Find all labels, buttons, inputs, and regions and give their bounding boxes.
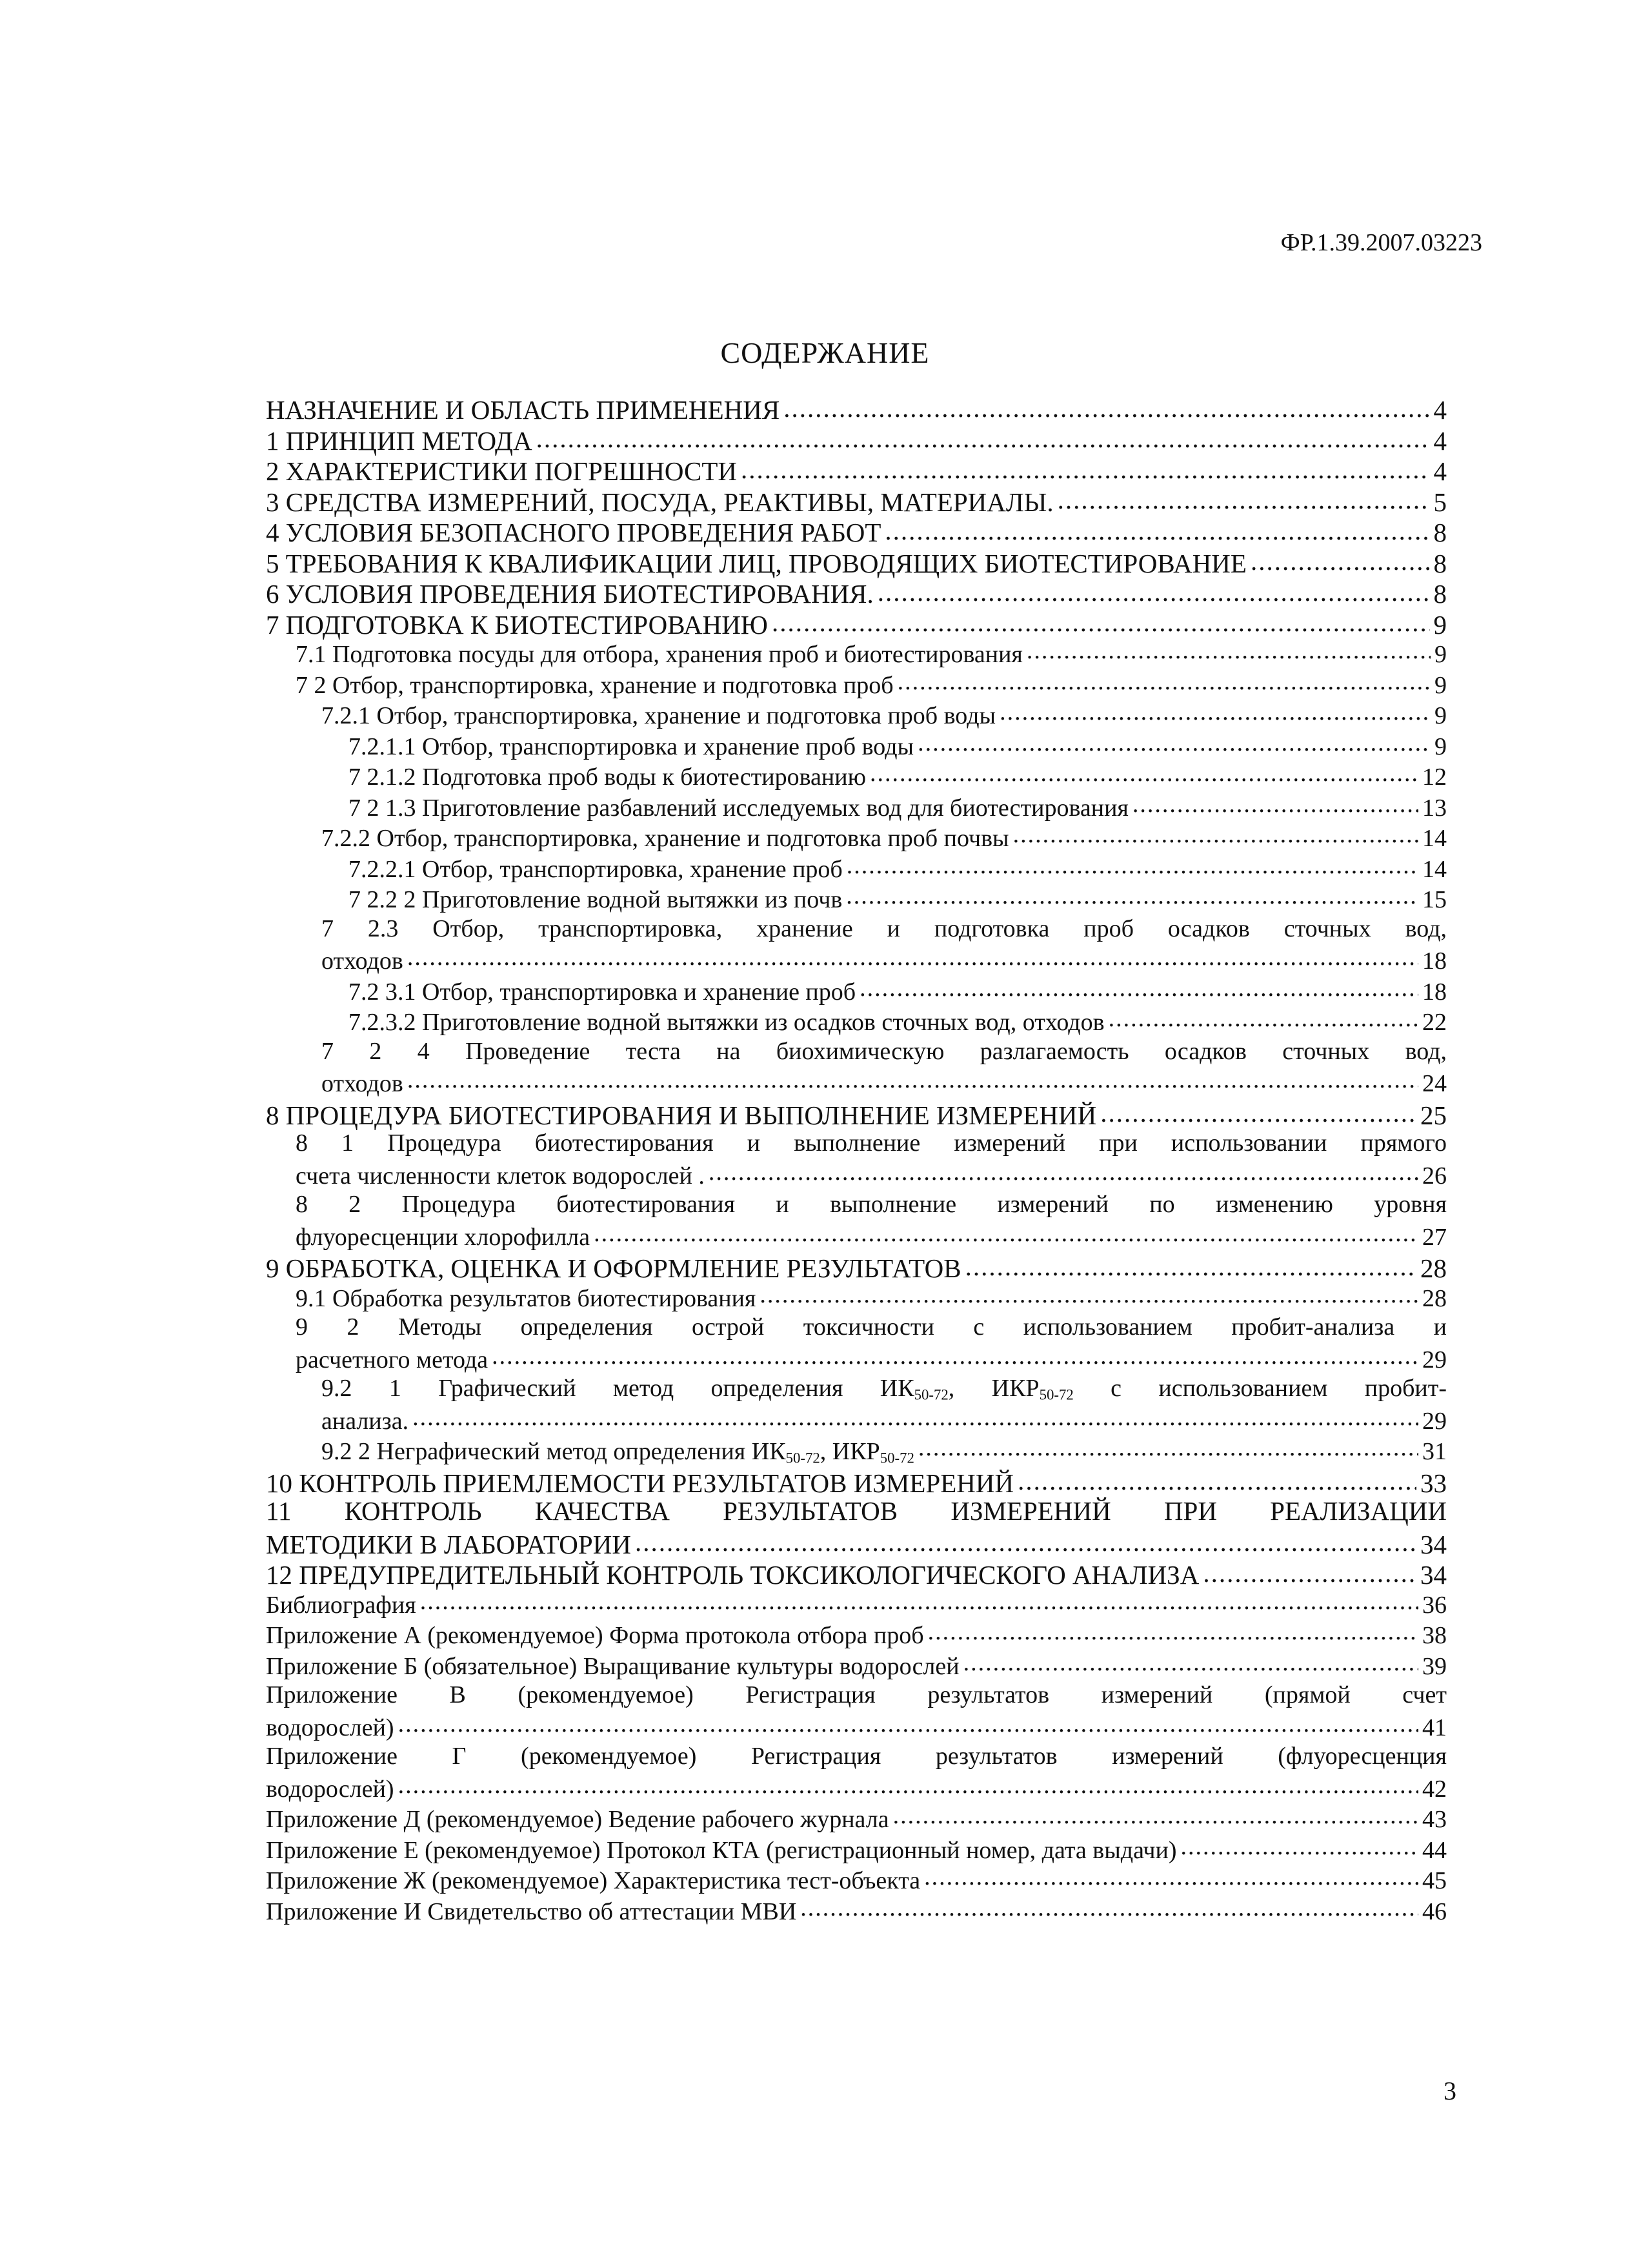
toc-entry-title-continued: водорослей) xyxy=(266,1714,394,1741)
toc-entry[interactable] xyxy=(266,791,1447,822)
toc-entry-page: 5 xyxy=(1433,487,1447,517)
toc-entry[interactable] xyxy=(266,1037,1447,1098)
toc-entry-title: Приложение Д (рекомендуемое) Ведение рабочего журнала xyxy=(266,1806,889,1833)
toc-entry-title: 7.2 3.1 Отбор, транспортировка и хранение проб xyxy=(348,978,856,1006)
document-code: ФР.1.39.2007.03223 xyxy=(1280,229,1482,256)
toc-entry[interactable] xyxy=(266,730,1447,761)
page-title: СОДЕРЖАНИЕ xyxy=(720,336,930,369)
toc-entry-title-continued: отходов xyxy=(321,947,403,975)
toc-entry-page: 27 xyxy=(1422,1223,1447,1251)
toc-entry-title: 7 2 4 Проведение теста на биохимическую разлагаемость осадков сточных вод, xyxy=(321,1037,1447,1065)
dot-leader xyxy=(407,1067,1418,1091)
toc-entry[interactable] xyxy=(266,423,1447,454)
toc-entry[interactable] xyxy=(266,638,1447,669)
dot-leader xyxy=(398,1711,1418,1736)
dot-leader xyxy=(492,1343,1418,1368)
toc-entry-title: 7 2 Отбор, транспортировка, хранение и подготовка проб xyxy=(296,671,894,699)
toc-entry[interactable] xyxy=(266,1496,1447,1557)
toc-entry[interactable] xyxy=(266,1680,1447,1741)
toc-entry[interactable] xyxy=(266,1834,1447,1865)
toc-entry-page: 14 xyxy=(1422,825,1447,852)
toc-entry-page: 15 xyxy=(1422,886,1447,913)
toc-entry-title: 7 2.2 2 Приготовление водной вытяжки из почв xyxy=(348,886,843,913)
toc-entry[interactable] xyxy=(266,853,1447,884)
dot-leader xyxy=(635,1527,1416,1554)
toc-entry-title: 7.2.3.2 Приготовление водной вытяжки из осадков сточных вод, отходов xyxy=(348,1009,1105,1036)
toc-entry-title: Приложение В (рекомендуемое) Регистрация результатов измерений (прямой счет xyxy=(266,1681,1447,1708)
dot-leader xyxy=(536,423,1430,450)
toc-entry-page: 34 xyxy=(1420,1560,1447,1590)
toc-entry-title: НАЗНАЧЕНИЕ И ОБЛАСТЬ ПРИМЕНЕНИЯ xyxy=(266,395,780,425)
toc-entry-page: 24 xyxy=(1422,1070,1447,1097)
dot-leader xyxy=(1058,485,1430,511)
dot-leader xyxy=(709,1159,1418,1184)
toc-entry-page: 41 xyxy=(1422,1714,1447,1741)
toc-entry-title: 2 ХАРАКТЕРИСТИКИ ПОГРЕШНОСТИ xyxy=(266,456,738,486)
toc-entry[interactable] xyxy=(266,607,1447,638)
toc-entry-page: 42 xyxy=(1422,1775,1447,1803)
dot-leader xyxy=(870,760,1418,785)
toc-entry-page: 26 xyxy=(1422,1162,1447,1190)
dot-leader xyxy=(918,1435,1418,1459)
toc-entry-title: 3 СРЕДСТВА ИЗМЕРЕНИЙ, ПОСУДА, РЕАКТИВЫ, МАТЕРИАЛЫ. xyxy=(266,487,1054,517)
toc-entry-page: 14 xyxy=(1422,855,1447,883)
toc-entry-title: 7.2.2 Отбор, транспортировка, хранение и подготовка проб почвы xyxy=(321,825,1009,852)
toc-entry-title: 4 УСЛОВИЯ БЕЗОПАСНОГО ПРОВЕДЕНИЯ РАБОТ xyxy=(266,518,881,547)
toc-entry[interactable] xyxy=(266,1128,1447,1190)
dot-leader xyxy=(741,454,1429,480)
toc-entry-title: 7 2.3 Отбор, транспортировка, хранение и подготовка проб осадков сточных вод, xyxy=(321,915,1447,942)
dot-leader xyxy=(1000,699,1431,724)
toc-entry[interactable] xyxy=(266,1373,1447,1435)
toc-entry[interactable] xyxy=(266,546,1447,577)
toc-entry-title-continued: анализа. xyxy=(321,1407,409,1435)
toc-entry[interactable] xyxy=(266,1741,1447,1803)
toc-entry-title: 1 ПРИНЦИП МЕТОДА xyxy=(266,425,532,456)
toc-entry-page: 4 xyxy=(1433,425,1447,456)
dot-leader xyxy=(398,1772,1418,1797)
toc-entry-page: 44 xyxy=(1422,1836,1447,1864)
toc-entry[interactable] xyxy=(266,883,1447,914)
toc-entry-title: 7.2.2.1 Отбор, транспортировка, хранение проб xyxy=(348,855,843,883)
toc-entry-page: 31 xyxy=(1422,1438,1447,1465)
toc-entry[interactable] xyxy=(266,1098,1447,1129)
toc-entry-page: 36 xyxy=(1422,1591,1447,1619)
toc-entry[interactable] xyxy=(266,576,1447,607)
toc-entry-title: 10 КОНТРОЛЬ ПРИЕМЛЕМОСТИ РЕЗУЛЬТАТОВ ИЗМЕРЕНИЙ xyxy=(266,1468,1014,1498)
dot-leader xyxy=(420,1588,1418,1613)
toc-entry[interactable] xyxy=(266,975,1447,1006)
toc-entry[interactable] xyxy=(266,1466,1447,1497)
toc-entry-title-continued: МЕТОДИКИ В ЛАБОРАТОРИИ xyxy=(266,1529,631,1559)
toc-entry-title: 7.2.1 Отбор, транспортировка, хранение и подготовка проб воды xyxy=(321,702,996,729)
toc-entry-title: 11 КОНТРОЛЬ КАЧЕСТВА РЕЗУЛЬТАТОВ ИЗМЕРЕНИЙ ПРИ РЕАЛИЗАЦИИ xyxy=(266,1496,1447,1526)
toc-entry-page: 22 xyxy=(1422,1009,1447,1036)
toc-entry-page: 18 xyxy=(1422,978,1447,1006)
toc-entry-title: Приложение Б (обязательное) Выращивание культуры водорослей xyxy=(266,1652,960,1680)
toc-entry-page: 8 xyxy=(1433,518,1447,547)
toc-entry[interactable] xyxy=(266,1190,1447,1251)
toc-entry-title: 8 ПРОЦЕДУРА БИОТЕСТИРОВАНИЯ И ВЫПОЛНЕНИЕ ИЗМЕРЕНИЙ xyxy=(266,1100,1097,1130)
dot-leader xyxy=(1203,1557,1416,1584)
toc-entry-page: 38 xyxy=(1422,1622,1447,1649)
toc-entry-title: Библиография xyxy=(266,1591,416,1619)
dot-leader xyxy=(847,853,1418,877)
toc-entry-title: Приложение Е (рекомендуемое) Протокол КТА (регистрационный номер, дата выдачи) xyxy=(266,1836,1177,1864)
dot-leader xyxy=(1013,822,1418,846)
dot-leader xyxy=(898,669,1431,693)
toc-entry-title: 7 2.1.2 Подготовка проб воды к биотестированию xyxy=(348,764,866,791)
dot-leader xyxy=(1181,1834,1418,1858)
toc-entry-title-continued: отходов xyxy=(321,1070,403,1097)
toc-entry-title: Приложение Г (рекомендуемое) Регистрация результатов измерений (флуоресценция xyxy=(266,1743,1447,1770)
toc-entry-page: 13 xyxy=(1422,794,1447,822)
toc-entry-page: 34 xyxy=(1420,1529,1447,1559)
toc-entry-page: 9 xyxy=(1434,671,1447,699)
toc-entry-title: Приложение И Свидетельство об аттестации МВИ xyxy=(266,1898,797,1925)
toc-entry-title: Приложение Ж (рекомендуемое) Характеристика тест-объекта xyxy=(266,1867,921,1894)
toc-entry[interactable] xyxy=(266,1282,1447,1313)
toc-entry-title: 9 2 Методы определения острой токсичности с использованием пробит-анализа и xyxy=(296,1313,1447,1341)
toc-entry-title: 7.1 Подготовка посуды для отбора, хранения проб и биотестирования xyxy=(296,641,1023,668)
toc-entry-title: 9.1 Обработка результатов биотестирования xyxy=(296,1284,756,1312)
toc-entry-title: 7.2.1.1 Отбор, транспортировка и хранение проб воды xyxy=(348,733,914,760)
toc-entry-title-continued: флуоресценции хлорофилла xyxy=(296,1223,590,1251)
toc-entry-title: 8 1 Процедура биотестирования и выполнение измерений при использовании прямого xyxy=(296,1129,1447,1157)
toc-entry-title: 6 УСЛОВИЯ ПРОВЕДЕНИЯ БИОТЕСТИРОВАНИЯ. xyxy=(266,579,874,609)
dot-leader xyxy=(407,944,1418,969)
toc-entry[interactable] xyxy=(266,1312,1447,1373)
dot-leader xyxy=(885,515,1429,542)
dot-leader xyxy=(918,730,1431,754)
dot-leader xyxy=(963,1650,1418,1674)
toc-entry-page: 8 xyxy=(1433,548,1447,578)
dot-leader xyxy=(800,1895,1418,1919)
toc-entry[interactable] xyxy=(266,1619,1447,1650)
toc-entry-title-continued: водорослей) xyxy=(266,1775,394,1803)
toc-entry[interactable] xyxy=(266,1803,1447,1834)
table-of-contents xyxy=(266,392,1447,1925)
toc-entry-page: 25 xyxy=(1420,1100,1447,1130)
toc-entry-page: 28 xyxy=(1422,1284,1447,1312)
toc-entry-page: 9 xyxy=(1434,641,1447,668)
dot-leader xyxy=(928,1619,1418,1643)
toc-entry-page: 28 xyxy=(1420,1253,1447,1283)
dot-leader xyxy=(1251,546,1430,572)
toc-entry-title-continued: счета численности клеток водорослей . xyxy=(296,1162,705,1190)
toc-entry[interactable] xyxy=(266,1895,1447,1926)
toc-entry-title: 8 2 Процедура биотестирования и выполнение измерений по изменению уровня xyxy=(296,1191,1447,1218)
dot-leader xyxy=(412,1404,1418,1429)
toc-entry[interactable] xyxy=(266,1557,1447,1588)
toc-entry-page: 33 xyxy=(1420,1468,1447,1498)
dot-leader xyxy=(965,1251,1416,1277)
dot-leader xyxy=(772,607,1430,634)
toc-entry-page: 45 xyxy=(1422,1867,1447,1894)
dot-leader xyxy=(846,883,1418,907)
toc-entry-page: 4 xyxy=(1433,456,1447,486)
dot-leader xyxy=(594,1220,1418,1245)
dot-leader xyxy=(760,1282,1418,1306)
toc-entry[interactable] xyxy=(266,1251,1447,1282)
toc-entry-title: 7 2 1.3 Приготовление разбавлений исследуемых вод для биотестирования xyxy=(348,794,1129,822)
toc-entry-page: 4 xyxy=(1433,395,1447,425)
toc-entry[interactable] xyxy=(266,1588,1447,1619)
toc-entry-page: 8 xyxy=(1433,579,1447,609)
toc-entry-title: 9 ОБРАБОТКА, ОЦЕНКА И ОФОРМЛЕНИЕ РЕЗУЛЬТАТОВ xyxy=(266,1253,961,1283)
toc-entry-page: 12 xyxy=(1422,764,1447,791)
toc-entry-title: Приложение А (рекомендуемое) Форма протокола отбора проб xyxy=(266,1622,924,1649)
toc-entry-page: 46 xyxy=(1422,1898,1447,1925)
dot-leader xyxy=(924,1864,1418,1888)
toc-entry-page: 9 xyxy=(1433,609,1447,640)
toc-entry[interactable] xyxy=(266,914,1447,975)
toc-entry-page: 43 xyxy=(1422,1806,1447,1833)
toc-entry[interactable] xyxy=(266,1650,1447,1681)
dot-leader xyxy=(878,576,1430,603)
toc-entry[interactable] xyxy=(266,1864,1447,1895)
toc-entry-title-continued: расчетного метода xyxy=(296,1346,488,1373)
toc-entry-page: 9 xyxy=(1434,702,1447,729)
toc-entry[interactable] xyxy=(266,392,1447,423)
toc-entry[interactable] xyxy=(266,699,1447,730)
dot-leader xyxy=(893,1803,1418,1827)
toc-entry-title: 9.2 2 Неграфический метод определения $ИК_{50-72}$, $ИКР_{50-72}$ xyxy=(321,1438,914,1466)
toc-entry[interactable] xyxy=(266,760,1447,791)
toc-entry-page: 39 xyxy=(1422,1652,1447,1680)
toc-entry-page: 18 xyxy=(1422,947,1447,975)
toc-entry-page: 29 xyxy=(1422,1407,1447,1435)
dot-leader xyxy=(1109,1006,1418,1030)
toc-entry[interactable] xyxy=(266,454,1447,485)
toc-entry[interactable] xyxy=(266,669,1447,700)
toc-entry[interactable] xyxy=(266,1006,1447,1037)
dot-leader xyxy=(1018,1466,1416,1492)
toc-entry-title: 9.2 1 Графический метод определения $ИК_{50-72}$, $ИКР_{50-72}$ с использованием пробит- xyxy=(321,1375,1447,1403)
toc-entry[interactable] xyxy=(266,1435,1447,1466)
toc-entry[interactable] xyxy=(266,822,1447,853)
toc-entry-title: 12 ПРЕДУПРЕДИТЕЛЬНЫЙ КОНТРОЛЬ ТОКСИКОЛОГИЧЕСКОГО АНАЛИЗА xyxy=(266,1560,1200,1590)
dot-leader xyxy=(1100,1098,1416,1124)
toc-entry-page: 29 xyxy=(1422,1346,1447,1373)
dot-leader xyxy=(1132,791,1418,816)
toc-entry[interactable] xyxy=(266,485,1447,516)
dot-leader xyxy=(860,975,1418,1000)
page-number: 3 xyxy=(1444,2076,1456,2105)
dot-leader xyxy=(783,392,1429,419)
toc-entry-title: 7 ПОДГОТОВКА К БИОТЕСТИРОВАНИЮ xyxy=(266,609,768,640)
toc-entry-title: 5 ТРЕБОВАНИЯ К КВАЛИФИКАЦИИ ЛИЦ, ПРОВОДЯЩИХ БИОТЕСТИРОВАНИЕ xyxy=(266,548,1247,578)
dot-leader xyxy=(1027,638,1431,662)
toc-entry[interactable] xyxy=(266,515,1447,546)
toc-entry-page: 9 xyxy=(1434,733,1447,760)
